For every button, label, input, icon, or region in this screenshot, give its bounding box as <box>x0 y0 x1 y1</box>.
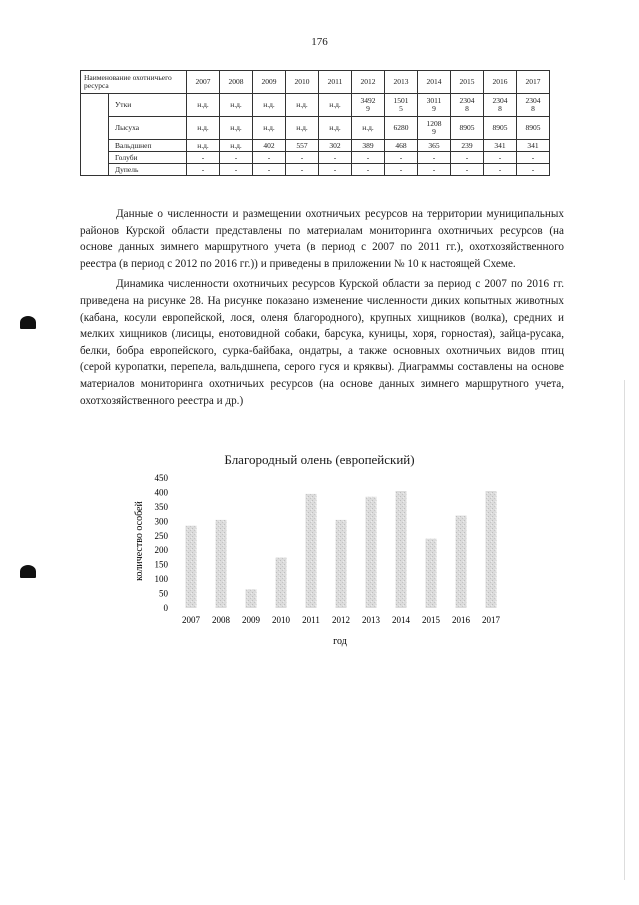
y-tick-label: 200 <box>154 545 168 556</box>
species-name-cell: Вальдшнеп <box>109 140 187 152</box>
bar-2011 <box>306 494 317 608</box>
value-cell: - <box>319 164 352 176</box>
value-cell: 3011 9 <box>418 94 451 117</box>
value-cell: н.д. <box>319 94 352 117</box>
table-header-year: 2015 <box>451 71 484 94</box>
value-cell: - <box>484 164 517 176</box>
x-tick-label: 2015 <box>422 615 440 625</box>
paragraph: Данные о численности и размещении охотничьих ресурсов на территории муниципальных районов Курской области представлены по материалам мониторинга охотничьих ресурсов (на основе данных зимнего маршрутного учета (в период с 2007 по 2011 гг.), охотхозяйственного реестра (в период с 2012 по 2016 гг.)) и приведены в приложении № 10 к настоящей Схеме. <box>80 208 564 270</box>
indent-cell <box>81 152 109 164</box>
x-tick-label: 2017 <box>482 615 500 625</box>
species-name-cell: Голуби <box>109 152 187 164</box>
table-row <box>81 140 550 152</box>
x-tick-label: 2010 <box>272 615 290 625</box>
table-header-year: 2013 <box>385 71 418 94</box>
y-tick-label: 300 <box>154 516 168 527</box>
value-cell: 389 <box>352 140 385 152</box>
y-tick-label: 100 <box>154 574 168 585</box>
value-cell: 2304 8 <box>484 94 517 117</box>
value-cell: н.д. <box>286 117 319 140</box>
value-cell: - <box>319 152 352 164</box>
value-cell: 239 <box>451 140 484 152</box>
value-cell: 365 <box>418 140 451 152</box>
table-header-year: 2011 <box>319 71 352 94</box>
indent-cell <box>81 117 109 140</box>
paragraph: Динамика численности охотничьих ресурсов Курской области за период с 2007 по 2016 гг. приведена на рисунке 28. На рисунке показано изменение численности диких копытных животных (кабана, косули европейской, лося, оленя благородного), крупных хищников (волка), средних и мелких хищников (лисицы, енотовидной собаки, барсука, куницы, хоря, горностая), зайца-русака, белки, бобра европейского, сурка-байбака, ондатры, а также основных охотничьих видов птиц (серой куропатки, перепела, вальдшнепа, серого гуся и кряквы). Диаграммы составлены на основе материалов мониторинга охотничьих ресурсов (на основе данных зимнего маршрутного учета, охотхозяйственного реестра и др.) <box>80 278 564 407</box>
chart-title: Благородный олень (европейский) <box>224 452 415 467</box>
value-cell: н.д. <box>187 94 220 117</box>
table-row <box>81 117 550 140</box>
value-cell: - <box>352 164 385 176</box>
value-cell: 341 <box>517 140 550 152</box>
table-header-year: 2016 <box>484 71 517 94</box>
table-row <box>81 164 550 176</box>
value-cell: - <box>385 164 418 176</box>
value-cell: 2304 8 <box>517 94 550 117</box>
x-axis-label: год <box>333 636 347 647</box>
indent-cell <box>81 164 109 176</box>
value-cell: н.д. <box>187 117 220 140</box>
bar-2007 <box>186 526 197 608</box>
value-cell: - <box>352 152 385 164</box>
x-tick-label: 2008 <box>212 615 230 625</box>
value-cell: - <box>418 152 451 164</box>
indent-cell <box>81 94 109 117</box>
deer-population-chart <box>120 468 520 648</box>
bar-2009 <box>246 589 257 608</box>
bar-2015 <box>426 539 437 608</box>
table-header-year: 2008 <box>220 71 253 94</box>
value-cell: 302 <box>319 140 352 152</box>
x-tick-label: 2009 <box>242 615 260 625</box>
value-cell: - <box>220 152 253 164</box>
species-name-cell: Утки <box>109 94 187 117</box>
bar-2014 <box>396 491 407 608</box>
y-tick-label: 50 <box>159 588 168 599</box>
x-tick-label: 2014 <box>392 615 410 625</box>
bar-2017 <box>486 491 497 608</box>
value-cell: н.д. <box>352 117 385 140</box>
value-cell: 1208 9 <box>418 117 451 140</box>
punch-hole-mark <box>20 316 36 329</box>
value-cell: - <box>253 164 286 176</box>
value-cell: н.д. <box>286 94 319 117</box>
resource-table <box>80 70 550 176</box>
value-cell: 8905 <box>484 117 517 140</box>
value-cell: - <box>220 164 253 176</box>
value-cell: - <box>286 152 319 164</box>
value-cell: н.д. <box>220 140 253 152</box>
value-cell: 3492 9 <box>352 94 385 117</box>
y-tick-label: 0 <box>163 603 168 613</box>
value-cell: 6280 <box>385 117 418 140</box>
y-axis-label: количество особей <box>134 501 145 581</box>
y-tick-label: 400 <box>154 487 168 498</box>
x-tick-label: 2013 <box>362 615 380 625</box>
value-cell: 8905 <box>517 117 550 140</box>
table-header-year: 2014 <box>418 71 451 94</box>
y-tick-label: 150 <box>154 559 168 570</box>
value-cell: 468 <box>385 140 418 152</box>
bar-2016 <box>456 516 467 608</box>
bar-2010 <box>276 557 287 608</box>
value-cell: - <box>451 152 484 164</box>
table-row <box>81 94 550 117</box>
table-header-year: 2009 <box>253 71 286 94</box>
value-cell: н.д. <box>253 117 286 140</box>
value-cell: 557 <box>286 140 319 152</box>
table-header-year: 2010 <box>286 71 319 94</box>
bar-2013 <box>366 497 377 608</box>
body-text <box>80 206 564 409</box>
value-cell: н.д. <box>319 117 352 140</box>
value-cell: - <box>286 164 319 176</box>
value-cell: - <box>187 152 220 164</box>
x-tick-label: 2011 <box>302 615 320 625</box>
value-cell: - <box>253 152 286 164</box>
value-cell: н.д. <box>253 94 286 117</box>
y-tick-label: 350 <box>154 501 168 512</box>
value-cell: - <box>517 164 550 176</box>
species-name-cell: Дупель <box>109 164 187 176</box>
value-cell: - <box>484 152 517 164</box>
indent-cell <box>81 140 109 152</box>
value-cell: 1501 5 <box>385 94 418 117</box>
bar-2008 <box>216 520 227 608</box>
bar-2012 <box>336 520 347 608</box>
x-tick-label: 2007 <box>182 615 200 625</box>
species-name-cell: Лысуха <box>109 117 187 140</box>
table-header-year: 2007 <box>187 71 220 94</box>
punch-hole-mark <box>20 565 36 578</box>
table-row <box>81 152 550 164</box>
table-header-name: Наименование охотничьего ресурса <box>81 71 187 94</box>
value-cell: н.д. <box>220 94 253 117</box>
y-tick-label: 450 <box>154 473 168 483</box>
value-cell: - <box>385 152 418 164</box>
table-header-year: 2017 <box>517 71 550 94</box>
x-tick-label: 2016 <box>452 615 470 625</box>
value-cell: н.д. <box>220 117 253 140</box>
table-header-year: 2012 <box>352 71 385 94</box>
page-number: 176 <box>311 36 328 48</box>
value-cell: 402 <box>253 140 286 152</box>
table-header-row <box>81 71 550 94</box>
value-cell: - <box>418 164 451 176</box>
value-cell: - <box>187 164 220 176</box>
y-tick-label: 250 <box>154 530 168 541</box>
value-cell: - <box>451 164 484 176</box>
value-cell: 341 <box>484 140 517 152</box>
value-cell: 2304 8 <box>451 94 484 117</box>
value-cell: н.д. <box>187 140 220 152</box>
value-cell: 8905 <box>451 117 484 140</box>
x-tick-label: 2012 <box>332 615 350 625</box>
value-cell: - <box>517 152 550 164</box>
